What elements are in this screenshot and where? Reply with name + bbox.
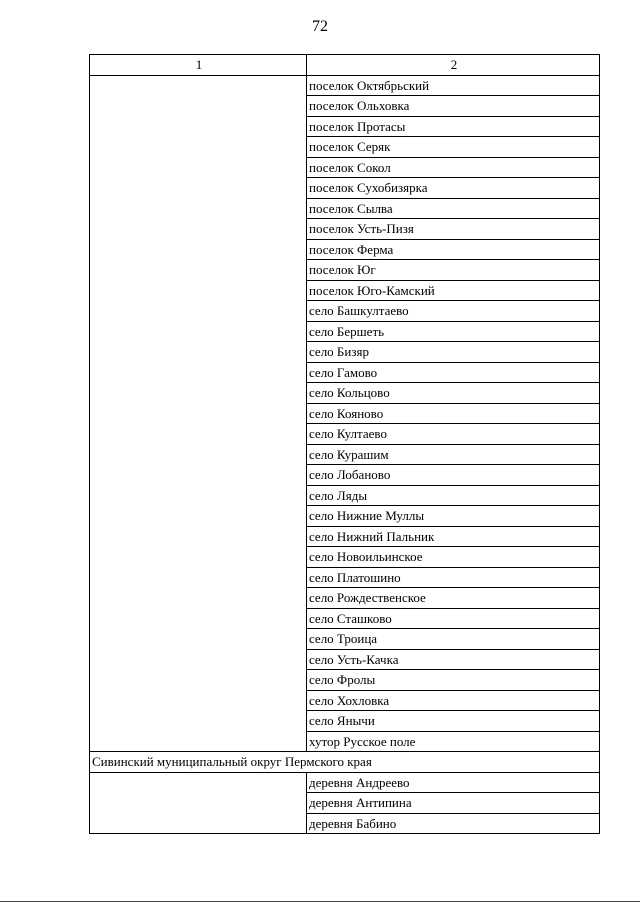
- settlement-cell: село Гамово: [307, 362, 600, 383]
- settlement-cell: село Нижние Муллы: [307, 506, 600, 527]
- settlement-cell: село Лобаново: [307, 465, 600, 486]
- section-title: Сивинский муниципальный округ Пермского края: [90, 752, 600, 773]
- municipality-cell: [90, 772, 307, 834]
- settlement-cell: деревня Бабино: [307, 813, 600, 834]
- settlement-cell: поселок Усть-Пизя: [307, 219, 600, 240]
- settlement-cell: село Фролы: [307, 670, 600, 691]
- settlement-cell: село Башкултаево: [307, 301, 600, 322]
- settlement-cell: поселок Юг: [307, 260, 600, 281]
- settlement-cell: село Курашим: [307, 444, 600, 465]
- settlement-cell: поселок Серяк: [307, 137, 600, 158]
- settlement-cell: село Ляды: [307, 485, 600, 506]
- settlement-cell: село Култаево: [307, 424, 600, 445]
- settlement-cell: село Рождественское: [307, 588, 600, 609]
- settlement-cell: село Нижний Пальник: [307, 526, 600, 547]
- settlement-cell: село Хохловка: [307, 690, 600, 711]
- settlement-cell: поселок Ферма: [307, 239, 600, 260]
- settlement-cell: село Усть-Качка: [307, 649, 600, 670]
- table-row: [90, 75, 600, 96]
- settlement-cell: поселок Юго-Камский: [307, 280, 600, 301]
- settlement-cell: хутор Русское поле: [307, 731, 600, 752]
- column-header-2: 2: [307, 55, 600, 76]
- settlement-cell: село Кояново: [307, 403, 600, 424]
- settlement-cell: село Бершеть: [307, 321, 600, 342]
- settlement-cell: поселок Протасы: [307, 116, 600, 137]
- settlement-cell: поселок Октябрьский: [307, 75, 600, 96]
- settlement-cell: село Янычи: [307, 711, 600, 732]
- settlement-cell: поселок Ольховка: [307, 96, 600, 117]
- settlement-cell: поселок Сокол: [307, 157, 600, 178]
- settlement-cell: село Троица: [307, 629, 600, 650]
- settlement-cell: село Платошино: [307, 567, 600, 588]
- settlement-cell: деревня Андреево: [307, 772, 600, 793]
- section-row: [90, 752, 600, 773]
- settlement-cell: деревня Антипина: [307, 793, 600, 814]
- settlement-cell: поселок Сылва: [307, 198, 600, 219]
- settlement-cell: село Бизяр: [307, 342, 600, 363]
- table-row: [90, 772, 600, 793]
- settlement-cell: село Сташково: [307, 608, 600, 629]
- settlements-table: [89, 54, 600, 834]
- settlement-cell: село Новоильинское: [307, 547, 600, 568]
- column-header-1: 1: [90, 55, 307, 76]
- page-number: 72: [312, 18, 328, 35]
- settlement-cell: поселок Сухобизярка: [307, 178, 600, 199]
- page-bottom-rule: [0, 901, 640, 902]
- municipality-cell: [90, 75, 307, 752]
- settlement-cell: село Кольцово: [307, 383, 600, 404]
- table-header-row: [90, 55, 600, 76]
